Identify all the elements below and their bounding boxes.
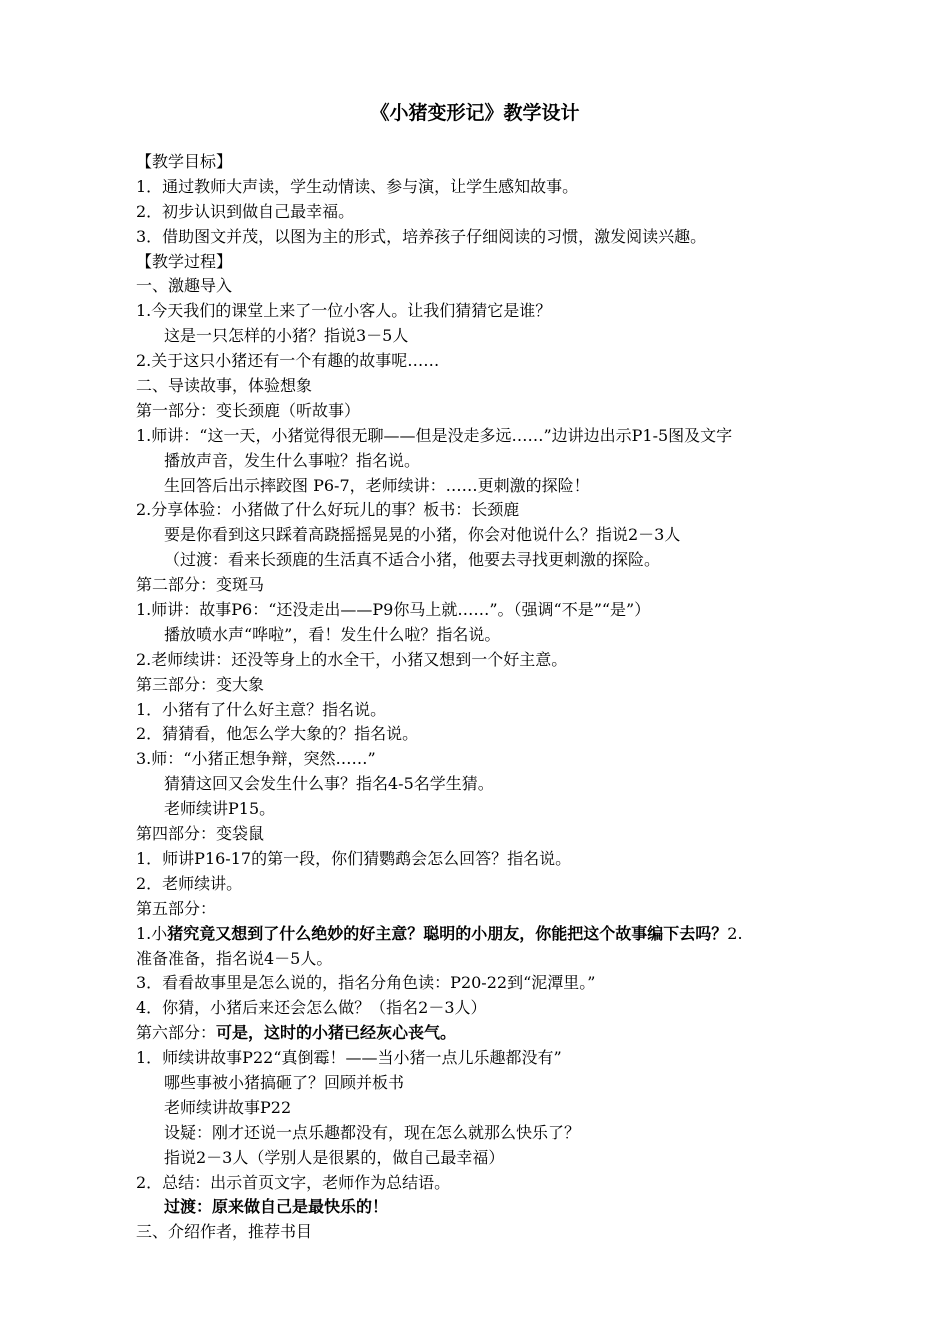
document-title: 《小猪变形记》教学设计 [370, 102, 580, 124]
part-heading: 第五部分： [136, 898, 217, 918]
bold-text-run: 猪究竟又想到了什么绝妙的好主意？聪明的小朋友，你能把这个故事编下去吗？ [167, 923, 728, 943]
text-line: 1.师讲：故事P6：“还没走出——P9你马上就……”。（强调“不是”“是”） [136, 600, 651, 620]
text-line: 老师续讲P15。 [164, 799, 276, 819]
text-line: 要是你看到这只踩着高跷摇摇晃晃的小猪，你会对他说什么？指说2－3人 [164, 525, 681, 545]
text-line: 生回答后出示摔跤图 P6-7，老师续讲：……更刺激的探险！ [164, 475, 590, 495]
goal-item: 3．借助图文并茂，以图为主的形式，培养孩子仔细阅读的习惯，激发阅读兴趣。 [136, 226, 707, 246]
text-line: 这是一只怎样的小猪？指说3－5人 [164, 326, 409, 346]
part-heading: 第一部分：变长颈鹿（听故事） [136, 400, 361, 420]
text-line: 设疑：刚才还说一点乐趣都没有，现在怎么就那么快乐了？ [164, 1122, 581, 1142]
goal-item: 2．初步认识到做自己最幸福。 [136, 201, 355, 221]
part-heading [136, 1021, 926, 1046]
text-line: 4．你猜，小猪后来还会怎么做？（指名2－3人） [136, 998, 487, 1018]
text-line: 1．师续讲故事P22“真倒霉！——当小猪一点儿乐趣都没有” [136, 1048, 562, 1068]
text-run: 第六部分： [136, 1023, 217, 1043]
text-line: 哪些事被小猪搞砸了？回顾并板书 [164, 1072, 405, 1092]
text-line: 2.分享体验：小猪做了什么好玩儿的事？板书：长颈鹿 [136, 500, 520, 520]
part-heading: 第四部分：变袋鼠 [136, 824, 265, 844]
text-line: 播放喷水声“哗啦”，看！发生什么啦？指名说。 [164, 624, 501, 644]
text-line: 播放声音，发生什么事啦？指名说。 [164, 450, 421, 470]
text-line [136, 1195, 926, 1220]
goal-item: 1．通过教师大声读，学生动情读、参与演，让学生感知故事。 [136, 176, 579, 196]
text-line: 1．师讲P16-17的第一段，你们猜鹦鹉会怎么回答？指名说。 [136, 848, 572, 868]
text-line: 2．猜猜看，他怎么学大象的？指名说。 [136, 724, 419, 744]
step-heading: 一、激趣导入 [136, 276, 233, 296]
text-line: 3.师：“小猪正想争辩，突然……” [136, 749, 376, 769]
text-line: 1．小猪有了什么好主意？指名说。 [136, 699, 387, 719]
text-line: 1.师讲：“这一天，小猪觉得很无聊——但是没走多远……”边讲边出示P1-5图及文字 [136, 425, 733, 445]
text-line: 3．看看故事里是怎么说的，指名分角色读：P20-22到“泥潭里。” [136, 973, 596, 993]
text-line: 指说2－3人（学别人是很累的，做自己最幸福） [164, 1147, 505, 1167]
text-line: 老师续讲故事P22 [164, 1097, 292, 1117]
bold-text-run: 可是，这时的小猪已经灰心丧气。 [216, 1023, 457, 1043]
text-line: 猜猜这回又会发生什么事？指名4-5名学生猜。 [164, 774, 494, 794]
part-heading: 第三部分：变大象 [136, 674, 265, 694]
text-line: 1.今天我们的课堂上来了一位小客人。让我们猜猜它是谁？ [136, 301, 552, 321]
text-run: 1.小 [136, 923, 168, 943]
section-heading-goals: 【教学目标】 [136, 152, 233, 171]
part-heading: 第二部分：变斑马 [136, 575, 265, 595]
text-line: （过渡：看来长颈鹿的生活真不适合小猪，他要去寻找更刺激的探险。 [164, 550, 661, 570]
text-line: 准备准备，指名说4－5人。 [136, 948, 333, 968]
document-body [136, 150, 926, 1245]
text-run: 2. [727, 923, 743, 943]
section-heading-process: 【教学过程】 [136, 251, 233, 271]
text-line: 2.老师续讲：还没等身上的水全干，小猪又想到一个好主意。 [136, 649, 568, 669]
text-line: 2．总结：出示首页文字，老师作为总结语。 [136, 1172, 451, 1192]
step-heading: 三、介绍作者，推荐书目 [136, 1222, 313, 1242]
bold-text-run: 过渡：原来做自己是最快乐的！ [164, 1197, 389, 1217]
step-heading: 二、导读故事，体验想象 [136, 376, 313, 396]
text-line: 2．老师续讲。 [136, 873, 243, 893]
text-line: 2.关于这只小猪还有一个有趣的故事呢…… [136, 351, 440, 371]
text-line [136, 922, 926, 947]
